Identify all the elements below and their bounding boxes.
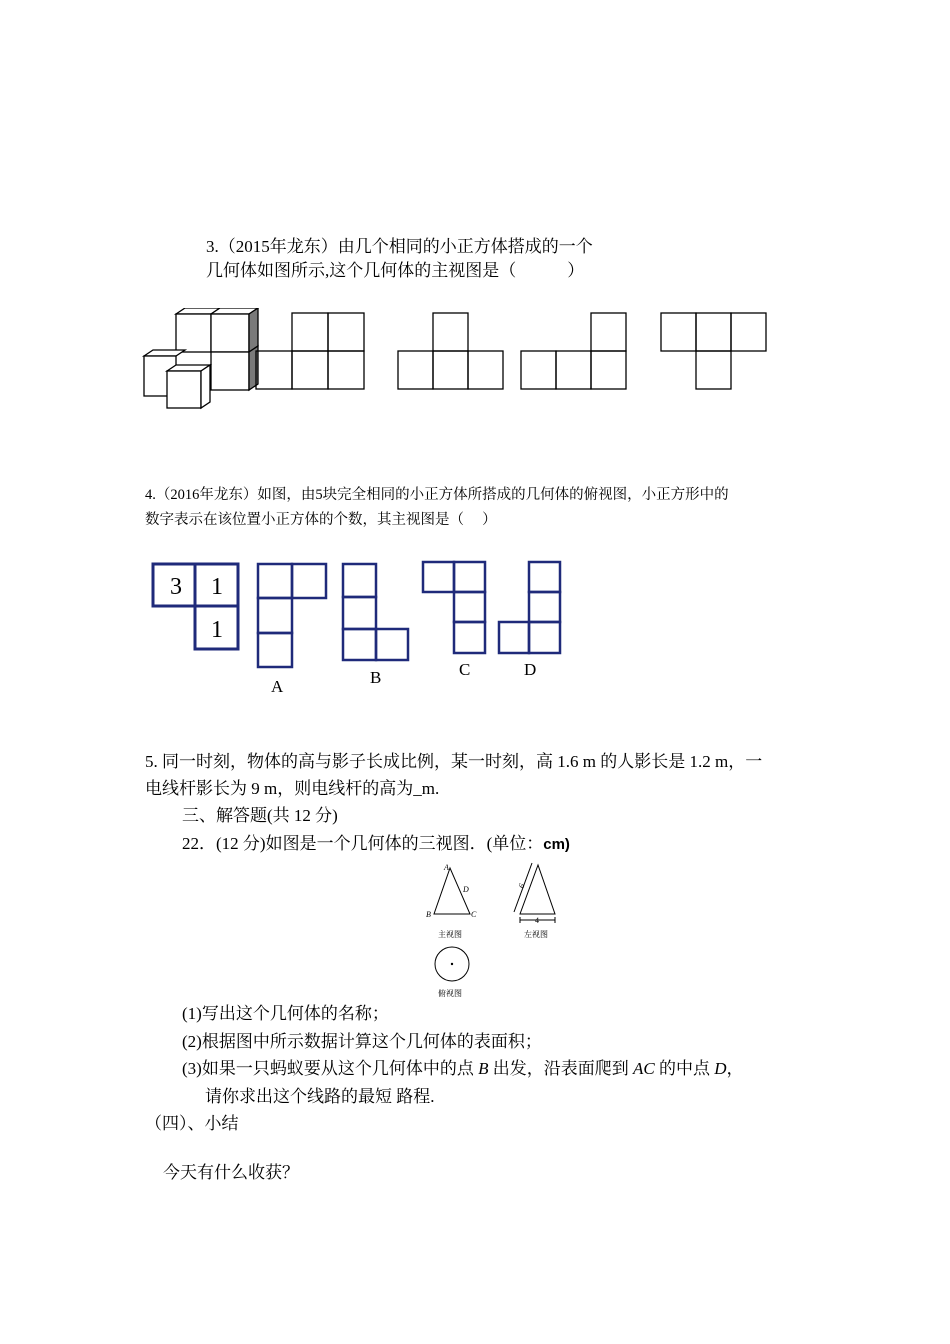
q4-option-a [255,561,330,671]
q4-line2: 数字表示在该位置小正方体的个数，其主视图是（ ） [145,512,497,528]
q22-sub1: (1)写出这个几何体的名称； [182,1004,389,1023]
q22-intro: 22．(12 分)如图是一个几何体的三视图．(单位：cm) [182,834,570,853]
q22-three-views [420,858,560,1003]
section3-title: 三、解答题(共 12 分) [182,806,338,825]
grid-number-3: 1 [211,617,223,643]
closing-question: 今天有什么收获？ [163,1163,299,1182]
q5-line1: 5. 同一时刻，物体的高与影子长成比例，某一时刻，高 1.6 m 的人影长是 1.2 m，一 [145,752,763,771]
left-view-caption: 左视图 [524,930,548,939]
dim-slant: 6 [516,882,527,890]
q4-label-b: B [370,668,382,687]
front-view-caption: 主视图 [438,930,462,939]
q4-line1: 4.（2016年龙东）如图，由5块完全相同的小正方体所搭成的几何体的俯视图，小正方形中的 [145,487,729,503]
q22-sub2: (2)根据图中所示数据计算这个几何体的表面积； [182,1032,542,1051]
q3-option-a [255,312,367,392]
q22-sub3-line2: 请你求出这个线路的最短 路程. [205,1087,435,1106]
section4-title: （四）、小结 [145,1114,239,1133]
q3-line2: 几何体如图所示,这个几何体的主视图是（ ） [206,261,585,280]
q4-top-view-grid [150,561,245,653]
q4-option-c [420,559,488,657]
q22-sub3: (3)如果一只蚂蚁要从这个几何体中的点 B 出发，沿表面爬到 AC 的中点 D， [182,1059,744,1078]
point-b: B [426,910,431,919]
dim-base: 4 [535,916,539,925]
q3-cube-figure [140,308,265,413]
point-c: C [471,910,477,919]
q3-line1: 3.（2015年龙东）由几个相同的小正方体搭成的一个 [206,237,593,256]
q4-option-d [496,559,564,657]
q3-option-c [520,312,630,392]
grid-number-1: 3 [170,574,182,600]
q3-option-b [397,312,507,392]
q5-line2: 电线杆影长为 9 m，则电线杆的高为_m. [145,779,440,798]
grid-number-2: 1 [211,574,223,600]
point-a: A [444,863,449,872]
point-d: D [463,885,469,894]
q4-label-c: C [459,660,471,679]
q3-option-d [660,312,770,392]
q4-option-b [340,561,412,663]
top-view-caption: 俯视图 [438,989,462,998]
q4-label-d: D [524,660,537,679]
q4-label-a: A [271,677,284,696]
